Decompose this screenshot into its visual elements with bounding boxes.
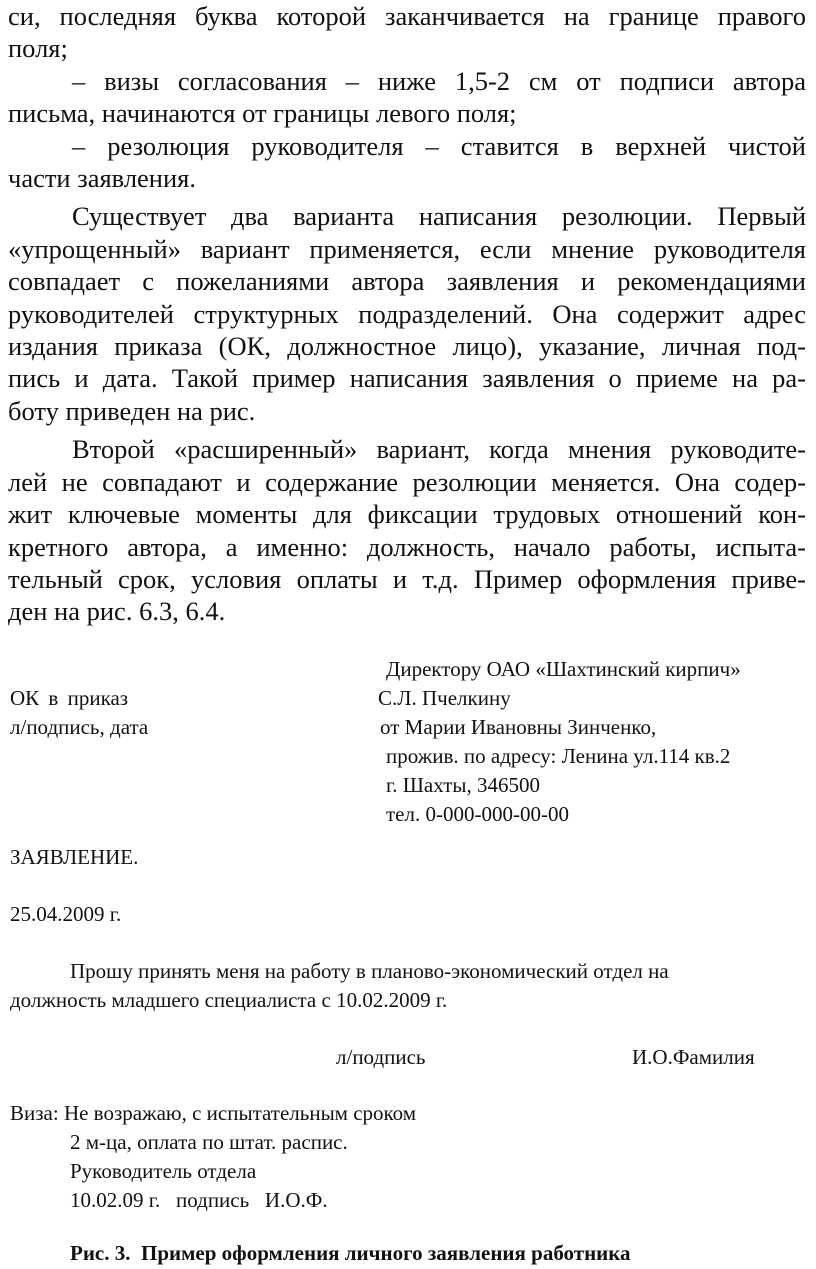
visa-line: Руководитель отдела [70, 1159, 257, 1183]
list-item: – резолюция руководителя – ставится в верхней чистой [72, 130, 806, 161]
visa-line: 10.02.09 г. подпись И.О.Ф. [70, 1188, 328, 1212]
visa-line: 2 м-ца, оплата по штат. распис. [70, 1130, 348, 1154]
signature: л/подпись [336, 1045, 426, 1069]
paragraph-line: кретного автора, а именно: должность, начало работы, испыта- [8, 531, 806, 562]
paragraph-line: пись и дата. Такой пример написания заявления о приеме на ра- [8, 363, 806, 394]
list-item-cont: части заявления. [8, 163, 196, 194]
paragraph-line: жит ключевые моменты для фиксации трудовых отношений кон- [8, 499, 806, 530]
list-item: – визы согласования – ниже 1,5-2 см от подписи автора [72, 65, 806, 96]
text-line: си, последняя буква которой заканчивается на границе правого [8, 1, 806, 31]
paragraph-line: лей не совпадают и содержание резолюции меняется. Она содер- [8, 466, 806, 497]
paragraph-line: ден на рис. 6.3, 6.4. [8, 596, 226, 627]
paragraph-line: совпадает с пожеланиями автора заявления и рекомендациями [8, 266, 806, 297]
figure-caption: Рис. 3. Пример оформления личного заявления работника [70, 1241, 631, 1265]
list-item-cont: письма, начинаются от границы левого поля; [8, 98, 517, 129]
body-text [8, 0, 806, 628]
visa-line: Виза: Не возражаю, с испытательным сроком [10, 1101, 417, 1125]
addressee-line: от Марии Ивановны Зинченко, [380, 715, 657, 739]
paragraph-line: Существует два варианта написания резолюции. Первый [72, 201, 806, 232]
paragraph-line: «упрощенный» вариант применяется, если мнение руководителя [8, 233, 806, 264]
paragraph-line: тельный срок, условия оплаты и т.д. Пример оформления приве- [8, 563, 806, 594]
addressee-line: прожив. по адресу: Ленина ул.114 кв.2 [386, 744, 731, 768]
application-body-line: Прошу принять меня на работу в планово-экономический отдел на [70, 959, 669, 983]
resolution-line: ОК в приказ [10, 686, 129, 710]
signature-name: И.О.Фамилия [632, 1045, 755, 1069]
addressee-line: тел. 0-000-000-00-00 [386, 802, 569, 826]
addressee-line: г. Шахты, 346500 [386, 773, 541, 797]
application-title: ЗАЯВЛЕНИЕ. [10, 845, 139, 869]
paragraph-line: руководителей структурных подразделений. Она содержит адрес [8, 298, 806, 329]
resolution-line: л/подпись, дата [10, 715, 149, 739]
addressee-line: С.Л. Пчелкину [378, 686, 511, 710]
addressee-line: Директору ОАО «Шахтинский кирпич» [386, 657, 741, 681]
paragraph-line: издания приказа (ОК, должностное лицо), указание, личная под- [8, 331, 806, 362]
application-body-line: должность младшего специалиста с 10.02.2009 г. [10, 988, 448, 1012]
application-date: 25.04.2009 г. [10, 902, 122, 926]
text-line: поля; [8, 33, 68, 64]
paragraph-line: Второй «расширенный» вариант, когда мнения руководите- [72, 434, 806, 465]
paragraph-line: боту приведен на рис. [8, 395, 256, 426]
